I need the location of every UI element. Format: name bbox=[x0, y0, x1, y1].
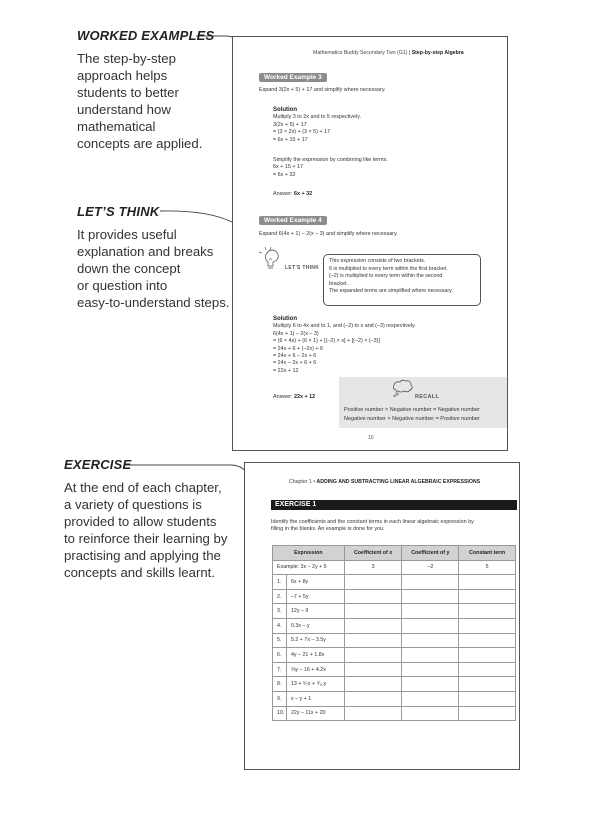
blank-cell[interactable] bbox=[402, 633, 459, 648]
row-expression: 13 + ⁵⁄₇x + ⁹⁄₁₀y bbox=[286, 677, 344, 692]
connector-exercise bbox=[124, 465, 249, 476]
row-number: 7. bbox=[273, 662, 287, 677]
example-coefficient-x: 3 bbox=[344, 560, 402, 575]
row-expression: ⅔y – 16 + 4.2x bbox=[286, 662, 344, 677]
exercise-heading: EXERCISE bbox=[64, 457, 132, 472]
worked-example-3-simplify: Simplify the expression by combining like terms. 6x + 15 + 17 = 6x + 32 bbox=[273, 157, 388, 178]
row-expression: –7 + 5y bbox=[286, 589, 344, 604]
worked-example-3-question: Expand 3(2x + 5) + 17 and simplify where necessary. bbox=[259, 87, 386, 93]
blank-cell[interactable] bbox=[459, 589, 516, 604]
header-expression: Expression bbox=[273, 546, 345, 561]
worked-examples-heading: WORKED EXAMPLES bbox=[77, 28, 215, 43]
example-constant: 5 bbox=[459, 560, 516, 575]
table-row bbox=[273, 575, 516, 590]
blank-cell[interactable] bbox=[459, 691, 516, 706]
blank-cell[interactable] bbox=[402, 648, 459, 663]
blank-cell[interactable] bbox=[459, 633, 516, 648]
table-header-row bbox=[273, 546, 516, 561]
worked-examples-page bbox=[232, 36, 508, 451]
lets-think-description: It provides useful explanation and breaks down the concept or question into easy-to-understand steps. bbox=[77, 227, 230, 310]
blank-cell[interactable] bbox=[402, 706, 459, 721]
row-number: 1. bbox=[273, 575, 287, 590]
lets-think-box: This expression consists of two brackets. 6 is multiplied to every term within the first bracket. (–2) is multiplied to every term within the second bracket. The expanded terms are simplified where necessary. bbox=[323, 254, 481, 306]
worked-example-4-label: Worked Example 4 bbox=[259, 216, 327, 225]
row-expression: 5.2 + 7x – 3.5y bbox=[286, 633, 344, 648]
blank-cell[interactable] bbox=[344, 575, 402, 590]
row-expression: 12y – 9 bbox=[286, 604, 344, 619]
row-number: 3. bbox=[273, 604, 287, 619]
worked-example-4-question: Expand 6(4x + 1) – 2(x – 3) and simplify where necessary. bbox=[259, 231, 398, 237]
row-number: 8. bbox=[273, 677, 287, 692]
recall-label: RECALL bbox=[415, 394, 440, 400]
blank-cell[interactable] bbox=[402, 589, 459, 604]
blank-cell[interactable] bbox=[344, 662, 402, 677]
example-coefficient-y: –2 bbox=[402, 560, 459, 575]
blank-cell[interactable] bbox=[344, 648, 402, 663]
table-row bbox=[273, 633, 516, 648]
blank-cell[interactable] bbox=[459, 575, 516, 590]
lets-think-label: LET’S THINK bbox=[285, 265, 320, 271]
row-number: 2. bbox=[273, 589, 287, 604]
blank-cell[interactable] bbox=[402, 618, 459, 633]
row-expression: 4y – 21 + 1.8x bbox=[286, 648, 344, 663]
thought-cloud-icon bbox=[391, 379, 415, 397]
table-row bbox=[273, 648, 516, 663]
blank-cell[interactable] bbox=[459, 677, 516, 692]
table-row bbox=[273, 677, 516, 692]
row-expression: x – y + 1 bbox=[286, 691, 344, 706]
exercise-description: At the end of each chapter, a variety of questions is provided to allow students to reinforce their learning by practising and applying the concepts and skills learnt. bbox=[64, 480, 228, 580]
table-row bbox=[273, 618, 516, 633]
page2-header: Chapter 1 • ADDING AND SUBTRACTING LINEAR ALGEBRAIC EXPRESSIONS bbox=[289, 479, 481, 485]
exercise-table bbox=[272, 545, 516, 721]
blank-cell[interactable] bbox=[459, 648, 516, 663]
recall-text: Positive number × Negative number = Negative number Negative number × Negative number = Positive number bbox=[344, 407, 480, 422]
header-constant-term: Constant term bbox=[459, 546, 516, 561]
row-number: 10. bbox=[273, 706, 287, 721]
worked-example-3-answer: Answer: 6x + 32 bbox=[273, 191, 313, 197]
blank-cell[interactable] bbox=[344, 633, 402, 648]
table-row-example bbox=[273, 560, 516, 575]
blank-cell[interactable] bbox=[344, 706, 402, 721]
worked-example-4-solution: Solution Multiply 6 to 4x and to 1, and (–2) to x and (–3) respectively. 6(4x + 1) – 2(x – 3) = (6 × 4x) + (6 × 1) + [(–2) × x] + [(–2) × (–3)] = 24x + 6 + (–2x) + 6 = 24x + 6 – 2x + 6 = 24x – 2x + 6 + 6 = 22x + 12 bbox=[273, 316, 416, 374]
blank-cell[interactable] bbox=[344, 604, 402, 619]
header-coefficient-y: Coefficient of y bbox=[402, 546, 459, 561]
table-row bbox=[273, 589, 516, 604]
blank-cell[interactable] bbox=[459, 706, 516, 721]
blank-cell[interactable] bbox=[459, 618, 516, 633]
table-row bbox=[273, 604, 516, 619]
page1-header: Mathematics Buddy Secondary Two (G1) | Step-by-step Algebra bbox=[313, 50, 464, 56]
blank-cell[interactable] bbox=[402, 662, 459, 677]
exercise-instructions: Identify the coefficients and the constant terms in each linear algebraic expression by filling in the blanks. An example is done for you. bbox=[271, 519, 474, 533]
row-number: 9. bbox=[273, 691, 287, 706]
header-coefficient-x: Coefficient of x bbox=[344, 546, 402, 561]
blank-cell[interactable] bbox=[402, 677, 459, 692]
lets-think-heading: LET’S THINK bbox=[77, 204, 160, 219]
exercise-title-bar: EXERCISE 1 bbox=[271, 500, 517, 510]
lightbulb-icon bbox=[257, 245, 283, 273]
blank-cell[interactable] bbox=[344, 691, 402, 706]
row-number: 5. bbox=[273, 633, 287, 648]
row-number: 6. bbox=[273, 648, 287, 663]
blank-cell[interactable] bbox=[344, 618, 402, 633]
blank-cell[interactable] bbox=[459, 604, 516, 619]
row-expression: 0.3x – y bbox=[286, 618, 344, 633]
blank-cell[interactable] bbox=[459, 662, 516, 677]
blank-cell[interactable] bbox=[402, 575, 459, 590]
table-row bbox=[273, 706, 516, 721]
worked-example-3-label: Worked Example 3 bbox=[259, 73, 327, 82]
worked-example-3-solution: Solution Multiply 3 to 2x and to 5 respectively. 3(2x + 5) + 17 = (3 × 2x) + (3 × 5) + 17 = 6x + 15 + 17 bbox=[273, 107, 361, 143]
exercise-page bbox=[244, 462, 520, 770]
blank-cell[interactable] bbox=[344, 677, 402, 692]
row-number: 4. bbox=[273, 618, 287, 633]
page-number: 10 bbox=[368, 435, 374, 441]
recall-box bbox=[339, 377, 507, 428]
worked-examples-description: The step-by-step approach helps students to better understand how mathematical concepts are applied. bbox=[77, 51, 203, 151]
worked-example-4-answer: Answer: 22x + 12 bbox=[273, 394, 316, 400]
row-expression: 6x + 8y bbox=[286, 575, 344, 590]
blank-cell[interactable] bbox=[402, 691, 459, 706]
example-expression: Example: 3x – 2y + 5 bbox=[273, 560, 345, 575]
blank-cell[interactable] bbox=[402, 604, 459, 619]
table-row bbox=[273, 662, 516, 677]
row-expression: 22y – 11x + 20 bbox=[286, 706, 344, 721]
table-row bbox=[273, 691, 516, 706]
blank-cell[interactable] bbox=[344, 589, 402, 604]
